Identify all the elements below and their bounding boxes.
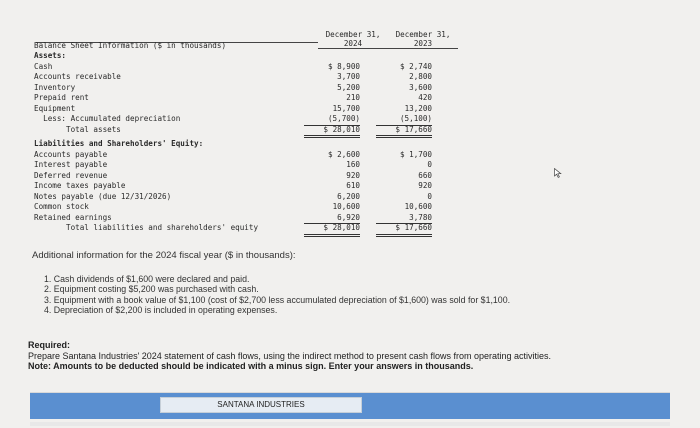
balance-sheet-row — [34, 181, 464, 191]
value-2024: $ 2,600 — [327, 149, 360, 159]
additional-info-item: 4. Depreciation of $2,200 is included in operating expenses. — [44, 304, 278, 315]
value-2024: 210 — [346, 93, 360, 102]
answer-table-header-bar — [30, 392, 670, 419]
balance-sheet-row — [34, 213, 464, 223]
mouse-cursor-icon — [554, 168, 562, 178]
value-2023: 13,200 — [404, 103, 432, 113]
value-2024: (5,700) — [304, 114, 360, 126]
additional-info-item: 2. Equipment costing $5,200 was purchased with cash. — [44, 284, 259, 295]
row-label: Income taxes payable — [34, 181, 126, 190]
balance-sheet-row — [34, 192, 464, 202]
value-2024: 3,700 — [337, 72, 360, 81]
value-2024: 5,200 — [337, 82, 360, 92]
row-label: Interest payable — [34, 160, 108, 169]
required-note: Note: Amounts to be deducted should be indicated with a minus sign. Enter your answers in thousands. — [28, 361, 474, 372]
value-2023: 0 — [427, 191, 432, 201]
row-label: Equipment — [34, 103, 76, 113]
balance-sheet-row — [34, 62, 464, 72]
row-label: Prepaid rent — [34, 93, 89, 102]
row-label: Total assets — [34, 124, 121, 134]
value-2024: $ 28,010 — [304, 223, 360, 237]
value-2023: 2,800 — [409, 72, 432, 81]
value-2023: 3,600 — [409, 82, 432, 92]
value-2023: 10,600 — [404, 202, 432, 211]
balance-sheet-row — [34, 72, 464, 82]
company-name-cell: SANTANA INDUSTRIES — [160, 397, 362, 413]
row-label: Liabilities and Shareholders' Equity: — [34, 139, 204, 148]
value-2023: 920 — [418, 181, 432, 190]
value-2024: 15,700 — [332, 103, 360, 113]
answer-table-body-edge — [30, 422, 670, 426]
value-2023: (5,100) — [376, 114, 432, 126]
value-2023: $ 2,740 — [399, 61, 432, 71]
row-label: Accounts payable — [34, 149, 108, 159]
balance-sheet-row — [34, 171, 464, 181]
balance-sheet-row — [34, 223, 464, 233]
additional-info-list — [44, 274, 510, 315]
value-2023: 660 — [418, 170, 432, 180]
value-2023: 0 — [427, 160, 432, 169]
additional-info-heading: Additional information for the 2024 fiscal year ($ in thousands): — [32, 250, 296, 261]
col2-header-top: December 31, — [395, 30, 451, 39]
value-2024: 610 — [346, 181, 360, 190]
row-label: Assets: — [34, 51, 67, 60]
row-label: Less: Accumulated depreciation — [34, 114, 181, 123]
balance-sheet-row — [34, 160, 464, 170]
row-label: Total liabilities and shareholders' equity — [34, 223, 259, 232]
balance-sheet-row — [34, 139, 464, 149]
additional-info-item: 3. Equipment with a book value of $1,100 (cost of $2,700 less accumulated depreciation of $1,600) was sold for $1,100. — [44, 294, 511, 305]
balance-sheet-row — [34, 114, 464, 124]
value-2023: $ 1,700 — [399, 149, 432, 159]
row-label: Inventory — [34, 82, 76, 92]
value-2023: 420 — [418, 93, 432, 102]
balance-sheet-row — [34, 93, 464, 103]
value-2024: 10,600 — [332, 202, 360, 211]
balance-sheet-row — [34, 125, 464, 135]
additional-info-item: 1. Cash dividends of $1,600 were declared and paid. — [44, 274, 250, 284]
balance-sheet-row — [34, 83, 464, 93]
required-heading: Required: — [28, 340, 71, 350]
value-2024: $ 28,010 — [304, 125, 360, 139]
row-label: Cash — [34, 61, 53, 71]
balance-sheet-row — [34, 104, 464, 114]
balance-sheet-title: Balance Sheet Information ($ in thousands) — [34, 41, 227, 50]
row-label: Accounts receivable — [34, 72, 121, 81]
required-section — [28, 340, 688, 372]
row-label: Deferred revenue — [34, 170, 108, 180]
value-2024: $ 8,900 — [327, 61, 360, 71]
col1-header-top: December 31, — [325, 30, 381, 39]
balance-sheet-header — [318, 30, 458, 49]
value-2024: 6,200 — [337, 191, 360, 201]
required-text: Prepare Santana Industries' 2024 statement of cash flows, using the indirect method to present cash flows from operating activities. — [28, 350, 551, 361]
value-2024: 6,920 — [304, 213, 360, 225]
row-label: Retained earnings — [34, 212, 112, 222]
value-2023: $ 17,660 — [376, 125, 432, 139]
col1-header-year: 2024 — [343, 39, 363, 48]
col2-header-year: 2023 — [413, 39, 433, 48]
row-label: Notes payable (due 12/31/2026) — [34, 191, 172, 201]
balance-sheet-row — [34, 202, 464, 212]
balance-sheet-row — [34, 51, 464, 61]
value-2023: 3,780 — [376, 213, 432, 225]
value-2024: 920 — [346, 170, 360, 180]
value-2024: 160 — [346, 160, 360, 169]
row-label: Common stock — [34, 202, 89, 211]
value-2023: $ 17,660 — [376, 223, 432, 237]
balance-sheet-row — [34, 150, 464, 160]
